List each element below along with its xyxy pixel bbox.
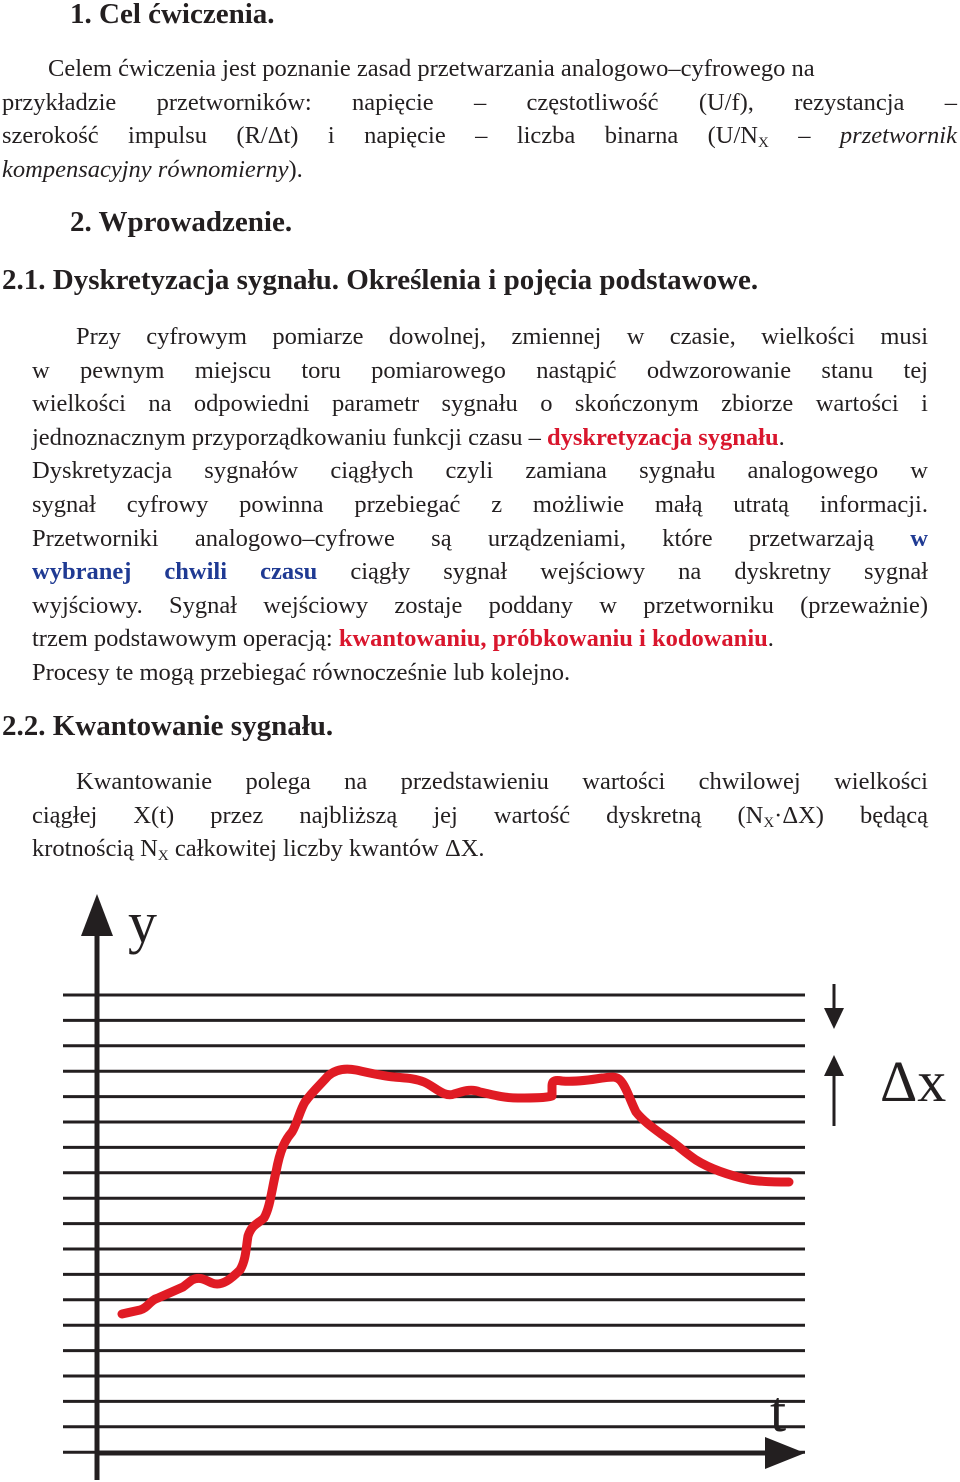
delta-x-label: Δx — [880, 1049, 947, 1114]
text-line: przykładzie przetworników: napięcie – częstotliwość (U/f), rezystancja – — [2, 88, 957, 116]
heading-wprowadzenie: 2. Wprowadzenie. — [70, 206, 293, 238]
text-line: Przetworniki analogowo–cyfrowe są urządzeniami, które przetwarzają w — [32, 524, 928, 552]
y-axis-label: y — [128, 890, 157, 955]
text-line: Procesy te mogą przebiegać równocześnie lub kolejno. — [32, 658, 571, 686]
quantization-levels — [63, 995, 805, 1452]
text-line: Kwantowanie polega na przedstawieniu wartości chwilowej wielkości — [76, 768, 928, 795]
arrow-down-icon — [824, 1008, 844, 1029]
highlight-operacje: kwantowaniu, próbkowaniu i kodowaniu — [338, 625, 768, 653]
highlight-wybranej-chwili: wybranej chwili czasu — [32, 558, 318, 586]
text-line: kompensacyjny równomierny). — [2, 155, 303, 183]
text-line: szerokość impulsu (R/Δt) i napięcie – liczba binarna ($U/N_X$ – przetwornik — [2, 122, 957, 152]
t-axis-label: t — [770, 1379, 787, 1444]
highlight-dyskretyzacja: dyskretyzacja sygnału — [546, 423, 779, 451]
heading-cel-cwiczenia: 1. Cel ćwiczenia. — [70, 0, 275, 30]
text-line: jednoznacznym przyporządkowaniu funkcji czasu – dyskretyzacja sygnału. — [32, 423, 785, 451]
text-line: wyjściowy. Sygnał wejściowy zostaje poddany w przetworniku (przeważnie) — [32, 591, 928, 619]
t-axis — [97, 1437, 805, 1469]
text-line: wybranej chwili czasu ciągły sygnał wejściowy na dyskretny sygnał — [32, 558, 929, 586]
y-axis — [81, 894, 113, 1480]
y-axis-arrow-icon — [81, 894, 113, 936]
paragraph-kwantowanie — [32, 765, 928, 866]
analog-signal-curve — [122, 1069, 789, 1314]
text-line: trzem podstawowym operacją: kwantowaniu, próbkowaniu i kodowaniu. — [32, 625, 774, 653]
text-line: Celem ćwiczenia jest poznanie zasad przetwarzania analogowo–cyfrowego na — [48, 55, 815, 82]
text-line: krotnością $N_X$ całkowitej liczby kwantów ΔX. — [32, 835, 485, 865]
text-line: wielkości na odpowiedni parametr sygnału o skończonym zbiorze wartości i — [32, 390, 928, 418]
quantization-figure — [0, 880, 960, 1482]
paragraph-cel — [2, 52, 957, 186]
text-line: sygnał cyfrowy powinna przebiegać z możliwie małą utratą informacji. — [32, 490, 928, 518]
text-line: Dyskretyzacja sygnałów ciągłych czyli zamiana sygnału analogowego w — [32, 457, 928, 485]
text-line: ciągłej X(t) przez najbliższą jej wartość dyskretną $(N_X\cdot\Delta X)$ będącą — [32, 801, 928, 831]
text-line: Przy cyfrowym pomiarze dowolnej, zmiennej w czasie, wielkości musi — [76, 323, 928, 350]
paragraph-dyskretyzacja — [32, 320, 928, 690]
delta-x-marker — [824, 984, 844, 1126]
heading-dyskretyzacja: 2.1. Dyskretyzacja sygnału. Określenia i pojęcia podstawowe. — [2, 264, 759, 296]
heading-kwantowanie: 2.2. Kwantowanie sygnału. — [2, 710, 334, 742]
text-line: w pewnym miejscu toru pomiarowego nastąpić odwzorowanie stanu tej — [32, 356, 928, 384]
